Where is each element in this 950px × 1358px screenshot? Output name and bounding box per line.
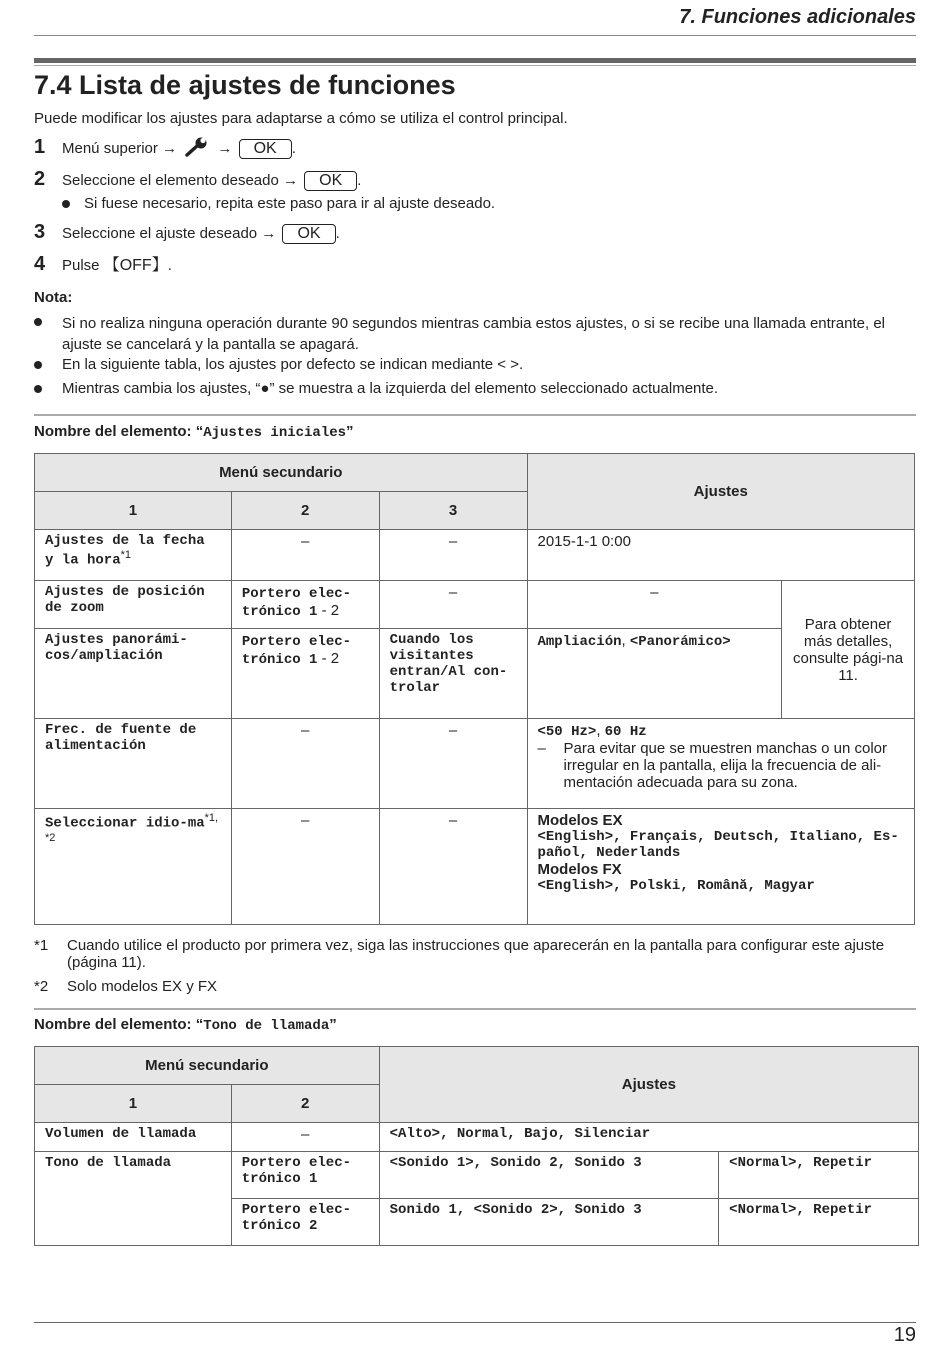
ok-button: OK (282, 224, 335, 244)
section-divider-thin (34, 65, 916, 66)
note-item: En la siguiente tabla, los ajustes por defecto se indican mediante < >. (34, 356, 914, 373)
intro-text: Puede modificar los ajustes para adaptarse a cómo se utiliza el control principal. (34, 110, 568, 127)
divider (34, 1008, 916, 1010)
header-settings: Ajustes (379, 1047, 918, 1123)
bullet-icon (34, 361, 42, 369)
table-row: Ajustes panorámi-cos/ampliación Portero elec-trónico 1 - 2 Cuando los visitantes entran/Al con-trolar Ampliación, <Panorámico> (35, 629, 915, 719)
step-number: 3 (34, 221, 46, 243)
step-text: Pulse (62, 257, 104, 274)
step-number: 4 (34, 253, 46, 275)
step-number: 2 (34, 168, 46, 190)
step-2: 2 Seleccione el elemento deseado → OK . (34, 168, 362, 190)
header-settings: Ajustes (527, 454, 915, 530)
table1-name: Nombre del elemento: “Ajustes iniciales” (34, 423, 354, 441)
step-text: Menú superior → (62, 140, 178, 157)
header-col-3: 3 (379, 492, 527, 530)
header-col-2: 2 (231, 492, 379, 530)
table-row: Volumen de llamada – <Alto>, Normal, Bajo, Silenciar (35, 1123, 919, 1152)
footnote: *2 Solo modelos EX y FX (34, 978, 218, 995)
header-submenu: Menú secundario (35, 1047, 380, 1085)
header-submenu: Menú secundario (35, 454, 528, 492)
off-key: 【OFF】 (103, 257, 168, 274)
page-number: 19 (893, 1324, 916, 1346)
note-item: Si no realiza ninguna operación durante 90 segundos mientras cambia estos ajustes, o si se recibe una llamada entrante, el ajuste se cancelará y la pantalla se apagará. (34, 313, 914, 355)
side-note: Para obtener más detalles, consulte pági-na 11. (782, 581, 915, 719)
table-row: Frec. de fuente de alimentación – – <50 Hz>, 60 Hz – Para evitar que se muestren manchas o un color irregular en la pantalla, elija la frecuencia de ali-mentación adecuada para su zona. (35, 719, 915, 809)
table-row: Portero elec-trónico 2 Sonido 1, <Sonido 2>, Sonido 3 <Normal>, Repetir (35, 1199, 919, 1246)
step-3: 3 Seleccione el ajuste deseado → OK . (34, 221, 340, 243)
step-2-subnote: Si fuese necesario, repita este paso para ir al ajuste deseado. (62, 195, 495, 212)
settings-table-initial (34, 453, 915, 925)
header-col-1: 1 (35, 492, 232, 530)
header-col-2: 2 (231, 1085, 379, 1123)
wrench-icon (185, 137, 209, 161)
table-row: Tono de llamada Portero elec-trónico 1 <Sonido 1>, Sonido 2, Sonido 3 <Normal>, Repetir (35, 1152, 919, 1199)
note-label: Nota: (34, 289, 73, 306)
header-col-1: 1 (35, 1085, 232, 1123)
step-text: Seleccione el ajuste deseado → (62, 225, 277, 242)
ok-button: OK (304, 171, 357, 191)
chapter-title: 7. Funciones adicionales (679, 6, 916, 28)
section-title: 7.4 Lista de ajustes de funciones (34, 70, 456, 100)
footnote: *1 Cuando utilice el producto por primera vez, siga las instrucciones que aparecerán en la pantalla para configurar este ajuste (página 11). (34, 937, 885, 971)
section-divider (34, 58, 916, 63)
footer-divider (34, 1322, 916, 1323)
bullet-icon (62, 200, 70, 208)
table-row: Ajustes de la fecha y la hora$^{*1}$ – – 2015-1-1 0:00 (35, 530, 915, 581)
table-row: Seleccionar idio-$ma^{*1, *2}$ – – Modelos EX <English>, Français, Deutsch, Italiano, Es-pañol, Nederlands Modelos FX <English>, Polski, Română, Magyar (35, 809, 915, 925)
step-number: 1 (34, 136, 46, 158)
note-item: Mientras cambia los ajustes, “●” se muestra a la izquierda del elemento seleccionado actualmente. (34, 380, 914, 397)
divider (34, 414, 916, 416)
ok-button: OK (239, 139, 292, 159)
table2-name: Nombre del elemento: “Tono de llamada” (34, 1016, 337, 1034)
step-1: 1 Menú superior → → OK . (34, 136, 296, 161)
bullet-icon (34, 318, 42, 326)
step-text: Seleccione el elemento deseado → (62, 172, 298, 189)
header-divider (34, 35, 916, 36)
table-row: Ajustes de posición de zoom Portero elec-trónico 1 - 2 – – Para obtener más detalles, consulte pági-na 11. (35, 581, 915, 629)
settings-table-ringtone (34, 1046, 919, 1246)
bullet-icon (34, 385, 42, 393)
step-4: 4 Pulse 【OFF】. (34, 253, 172, 275)
